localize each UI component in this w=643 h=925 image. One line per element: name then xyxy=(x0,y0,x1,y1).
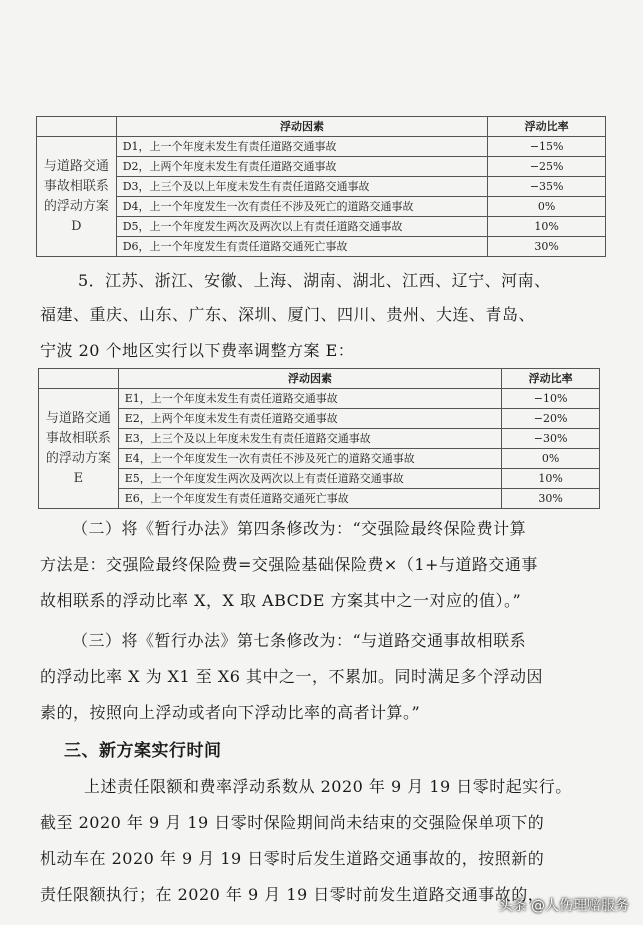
table-row xyxy=(39,449,600,469)
paragraph-three-line-1: （三）将《暂行办法》第七条修改为：“与道路交通事故相联系 xyxy=(72,631,527,650)
table-header-row xyxy=(39,369,600,389)
table-row xyxy=(37,237,606,257)
table-row xyxy=(37,157,606,177)
table-cell-rate: 0% xyxy=(488,197,606,217)
table-group-label: 与道路交通事故相联系的浮动方案E xyxy=(39,389,119,509)
table-header-factor: 浮动因素 xyxy=(116,117,488,137)
table-cell-factor: D1，上一个年度未发生有责任道路交通事故 xyxy=(116,137,488,157)
table-header-blank xyxy=(39,369,119,389)
rate-table-e xyxy=(38,368,600,509)
watermark: 头条 @人伤理赔服务 xyxy=(498,898,629,914)
paragraph-final-line-4: 责任限额执行；在 2020 年 9 月 19 日零时前发生道路交通事故的， xyxy=(40,885,545,904)
table-row xyxy=(37,137,606,157)
paragraph-5-line-2: 福建、重庆、山东、广东、深圳、厦门、四川、贵州、大连、青岛、 xyxy=(40,305,536,324)
table-cell-rate: −35% xyxy=(488,177,606,197)
table-row xyxy=(37,217,606,237)
table-cell-rate: 30% xyxy=(502,489,600,509)
paragraph-two-line-1: （二）将《暂行办法》第四条修改为：“交强险最终保险费计算 xyxy=(72,519,527,538)
paragraph-three-line-3: 素的，按照向上浮动或者向下浮动比率的高者计算。” xyxy=(40,703,421,722)
table-row xyxy=(39,389,600,409)
table-cell-factor: D2，上两个年度未发生有责任道路交通事故 xyxy=(116,157,488,177)
table-cell-factor: E6，上一个年度发生有责任道路交通死亡事故 xyxy=(118,489,502,509)
table-row xyxy=(39,489,600,509)
paragraph-5-line-1: 5．江苏、浙江、安徽、上海、湖南、湖北、江西、辽宁、河南、 xyxy=(78,271,551,290)
table-cell-rate: 0% xyxy=(502,449,600,469)
table-header-factor: 浮动因素 xyxy=(118,369,502,389)
table-cell-factor: E1，上一个年度未发生有责任道路交通事故 xyxy=(118,389,502,409)
table-cell-factor: E3，上三个及以上年度未发生有责任道路交通事故 xyxy=(118,429,502,449)
paragraph-three-line-2: 的浮动比率 X 为 X1 至 X6 其中之一，不累加。同时满足多个浮动因 xyxy=(40,667,544,686)
table-cell-factor: D5，上一个年度发生两次及两次以上有责任道路交通事故 xyxy=(116,217,488,237)
table-cell-rate: 10% xyxy=(488,217,606,237)
table-cell-factor: E2，上两个年度未发生有责任道路交通事故 xyxy=(118,409,502,429)
paragraph-final-line-2: 截至 2020 年 9 月 19 日零时保险期间尚未结束的交强险保单项下的 xyxy=(40,813,545,832)
table-cell-rate: −10% xyxy=(502,389,600,409)
table-header-rate: 浮动比率 xyxy=(488,117,606,137)
table-cell-rate: 10% xyxy=(502,469,600,489)
table-row xyxy=(37,177,606,197)
paragraph-final-line-3: 机动车在 2020 年 9 月 19 日零时后发生道路交通事故的，按照新的 xyxy=(40,849,545,868)
table-cell-factor: D3，上三个及以上年度未发生有责任道路交通事故 xyxy=(116,177,488,197)
table-cell-rate: 30% xyxy=(488,237,606,257)
table-header-rate: 浮动比率 xyxy=(502,369,600,389)
table-header-row xyxy=(37,117,606,137)
table-cell-factor: E4，上一个年度发生一次有责任不涉及死亡的道路交通事故 xyxy=(118,449,502,469)
table-row xyxy=(37,197,606,217)
paragraph-two-line-3: 故相联系的浮动比率 X，X 取 ABCDE 方案其中之一对应的值）。” xyxy=(40,591,522,610)
table-cell-rate: −30% xyxy=(502,429,600,449)
table-header-blank xyxy=(37,117,117,137)
rate-table-d xyxy=(36,116,606,257)
paragraph-final-line-1: 上述责任限额和费率浮动系数从 2020 年 9 月 19 日零时起实行。 xyxy=(84,777,572,796)
section-heading: 三、新方案实行时间 xyxy=(64,741,222,761)
table-cell-factor: D6，上一个年度发生有责任道路交通死亡事故 xyxy=(116,237,488,257)
table-row xyxy=(39,409,600,429)
paragraph-5-line-3: 宁波 20 个地区实行以下费率调整方案 E： xyxy=(40,341,355,360)
table-cell-rate: −15% xyxy=(488,137,606,157)
table-cell-rate: −25% xyxy=(488,157,606,177)
table-cell-factor: E5，上一个年度发生两次及两次以上有责任道路交通事故 xyxy=(118,469,502,489)
table-row xyxy=(39,469,600,489)
table-row xyxy=(39,429,600,449)
table-group-label: 与道路交通事故相联系的浮动方案D xyxy=(37,137,117,257)
paragraph-two-line-2: 方法是：交强险最终保险费=交强险基础保险费×（1+与道路交通事 xyxy=(40,555,538,574)
table-cell-rate: −20% xyxy=(502,409,600,429)
table-cell-factor: D4，上一个年度发生一次有责任不涉及死亡的道路交通事故 xyxy=(116,197,488,217)
